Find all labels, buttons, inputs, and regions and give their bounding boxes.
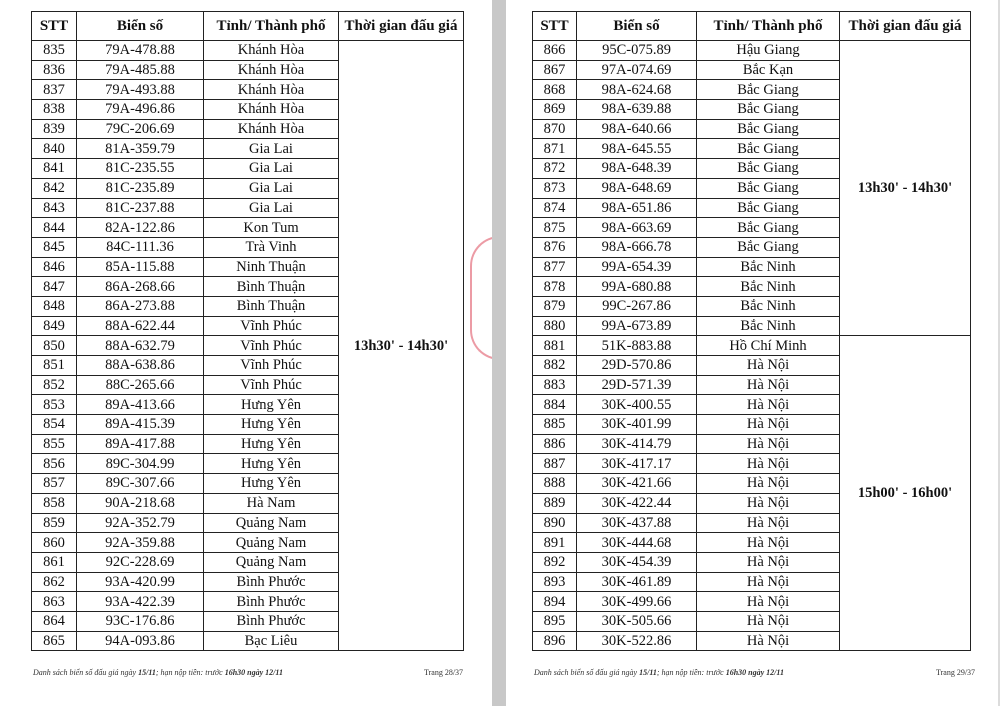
table-row — [533, 336, 971, 356]
table-row — [533, 41, 971, 61]
row-province: Bắc Kạn — [697, 60, 840, 80]
row-plate: 98A-651.86 — [577, 198, 697, 218]
row-plate: 92A-352.79 — [77, 513, 204, 533]
row-province: Hà Nội — [697, 395, 840, 415]
row-plate: 30K-414.79 — [577, 434, 697, 454]
row-province: Vĩnh Phúc — [204, 375, 339, 395]
row-province: Bình Phước — [204, 572, 339, 592]
row-plate: 98A-624.68 — [577, 80, 697, 100]
row-stt: 839 — [32, 119, 77, 139]
row-province: Hà Nội — [697, 434, 840, 454]
row-stt: 844 — [32, 218, 77, 238]
row-stt: 869 — [533, 100, 577, 120]
row-stt: 879 — [533, 296, 577, 316]
row-stt: 888 — [533, 474, 577, 494]
row-province: Bạc Liêu — [204, 631, 339, 651]
row-plate: 99A-673.89 — [577, 316, 697, 336]
row-plate: 99A-680.88 — [577, 277, 697, 297]
row-stt: 853 — [32, 395, 77, 415]
row-plate: 97A-074.69 — [577, 60, 697, 80]
row-stt: 838 — [32, 100, 77, 120]
row-province: Bắc Giang — [697, 218, 840, 238]
row-stt: 878 — [533, 277, 577, 297]
row-plate: 30K-417.17 — [577, 454, 697, 474]
row-plate: 30K-400.55 — [577, 395, 697, 415]
page-left — [0, 0, 492, 706]
row-province: Hồ Chí Minh — [697, 336, 840, 356]
header-province: Tỉnh/ Thành phố — [697, 12, 840, 41]
row-province: Hà Nội — [697, 631, 840, 651]
row-province: Bắc Giang — [697, 119, 840, 139]
row-stt: 835 — [32, 41, 77, 61]
auction-time-slot: 13h30' - 14h30' — [840, 41, 971, 336]
plate-table-left — [31, 11, 464, 651]
table-row — [32, 41, 464, 61]
row-province: Hà Nội — [697, 474, 840, 494]
row-plate: 81C-235.55 — [77, 159, 204, 179]
row-province: Hà Nội — [697, 592, 840, 612]
footer-date: 15/11 — [138, 668, 156, 677]
row-stt: 860 — [32, 533, 77, 553]
table-header — [533, 12, 971, 41]
row-stt: 846 — [32, 257, 77, 277]
row-plate: 93C-176.86 — [77, 611, 204, 631]
row-province: Ninh Thuận — [204, 257, 339, 277]
row-province: Bình Phước — [204, 611, 339, 631]
row-stt: 890 — [533, 513, 577, 533]
row-plate: 98A-639.88 — [577, 100, 697, 120]
row-stt: 880 — [533, 316, 577, 336]
row-province: Bắc Giang — [697, 237, 840, 257]
row-stt: 874 — [533, 198, 577, 218]
row-stt: 837 — [32, 80, 77, 100]
plate-table-right — [532, 11, 971, 651]
row-province: Bắc Giang — [697, 159, 840, 179]
page-right — [506, 0, 998, 706]
row-province: Hà Nội — [697, 552, 840, 572]
row-province: Bắc Giang — [697, 80, 840, 100]
row-plate: 30K-461.89 — [577, 572, 697, 592]
row-province: Hưng Yên — [204, 415, 339, 435]
row-province: Hà Nội — [697, 533, 840, 553]
row-plate: 99C-267.86 — [577, 296, 697, 316]
header-stt: STT — [533, 12, 577, 41]
row-plate: 88A-622.44 — [77, 316, 204, 336]
row-stt: 893 — [533, 572, 577, 592]
row-plate: 93A-420.99 — [77, 572, 204, 592]
row-province: Khánh Hòa — [204, 100, 339, 120]
page-gutter — [492, 0, 506, 706]
row-province: Bắc Giang — [697, 100, 840, 120]
row-province: Hà Nội — [697, 415, 840, 435]
row-province: Bắc Ninh — [697, 277, 840, 297]
row-plate: 30K-421.66 — [577, 474, 697, 494]
footer-note — [534, 668, 784, 677]
row-plate: 30K-422.44 — [577, 493, 697, 513]
row-stt: 896 — [533, 631, 577, 651]
row-province: Vĩnh Phúc — [204, 356, 339, 376]
row-stt: 892 — [533, 552, 577, 572]
row-province: Hưng Yên — [204, 474, 339, 494]
row-province: Hưng Yên — [204, 454, 339, 474]
row-province: Bình Thuận — [204, 277, 339, 297]
row-stt: 866 — [533, 41, 577, 61]
row-plate: 30K-401.99 — [577, 415, 697, 435]
row-plate: 98A-666.78 — [577, 237, 697, 257]
row-plate: 92C-228.69 — [77, 552, 204, 572]
header-stt: STT — [32, 12, 77, 41]
row-stt: 862 — [32, 572, 77, 592]
row-stt: 857 — [32, 474, 77, 494]
row-plate: 79A-478.88 — [77, 41, 204, 61]
row-province: Quảng Nam — [204, 533, 339, 553]
footer-deadline: 16h30 ngày 12/11 — [725, 668, 784, 677]
row-stt: 842 — [32, 178, 77, 198]
row-plate: 30K-505.66 — [577, 611, 697, 631]
row-province: Hà Nội — [697, 513, 840, 533]
row-plate: 79C-206.69 — [77, 119, 204, 139]
row-plate: 30K-522.86 — [577, 631, 697, 651]
row-plate: 98A-663.69 — [577, 218, 697, 238]
row-stt: 871 — [533, 139, 577, 159]
row-plate: 88A-632.79 — [77, 336, 204, 356]
row-stt: 849 — [32, 316, 77, 336]
row-plate: 95C-075.89 — [577, 41, 697, 61]
auction-time-slot: 13h30' - 14h30' — [339, 41, 464, 651]
row-province: Khánh Hòa — [204, 119, 339, 139]
row-stt: 881 — [533, 336, 577, 356]
row-stt: 859 — [32, 513, 77, 533]
row-stt: 868 — [533, 80, 577, 100]
row-plate: 98A-648.39 — [577, 159, 697, 179]
row-stt: 861 — [32, 552, 77, 572]
row-plate: 30K-454.39 — [577, 552, 697, 572]
row-plate: 93A-422.39 — [77, 592, 204, 612]
row-plate: 89A-413.66 — [77, 395, 204, 415]
row-stt: 889 — [533, 493, 577, 513]
row-province: Bắc Giang — [697, 198, 840, 218]
row-plate: 98A-645.55 — [577, 139, 697, 159]
row-province: Hà Nội — [697, 375, 840, 395]
row-plate: 98A-640.66 — [577, 119, 697, 139]
row-province: Kon Tum — [204, 218, 339, 238]
row-stt: 843 — [32, 198, 77, 218]
page-number: Trang 29/37 — [936, 668, 976, 677]
row-stt: 883 — [533, 375, 577, 395]
row-plate: 79A-485.88 — [77, 60, 204, 80]
row-plate: 89A-417.88 — [77, 434, 204, 454]
row-province: Hà Nội — [697, 611, 840, 631]
row-province: Hà Nội — [697, 493, 840, 513]
row-plate: 89C-307.66 — [77, 474, 204, 494]
row-stt: 852 — [32, 375, 77, 395]
row-province: Gia Lai — [204, 178, 339, 198]
row-plate: 98A-648.69 — [577, 178, 697, 198]
header-time: Thời gian đấu giá — [339, 12, 464, 41]
row-plate: 88C-265.66 — [77, 375, 204, 395]
row-province: Bắc Ninh — [697, 296, 840, 316]
row-plate: 30K-444.68 — [577, 533, 697, 553]
row-plate: 81A-359.79 — [77, 139, 204, 159]
row-stt: 886 — [533, 434, 577, 454]
row-stt: 864 — [32, 611, 77, 631]
row-stt: 856 — [32, 454, 77, 474]
row-plate: 90A-218.68 — [77, 493, 204, 513]
header-province: Tỉnh/ Thành phố — [204, 12, 339, 41]
auction-time-slot: 15h00' - 16h00' — [840, 336, 971, 651]
row-province: Hưng Yên — [204, 434, 339, 454]
row-plate: 94A-093.86 — [77, 631, 204, 651]
row-stt: 867 — [533, 60, 577, 80]
row-province: Hà Nội — [697, 454, 840, 474]
table-header — [32, 12, 464, 41]
row-plate: 84C-111.36 — [77, 237, 204, 257]
row-province: Gia Lai — [204, 159, 339, 179]
row-plate: 89A-415.39 — [77, 415, 204, 435]
row-plate: 51K-883.88 — [577, 336, 697, 356]
row-stt: 887 — [533, 454, 577, 474]
row-plate: 88A-638.86 — [77, 356, 204, 376]
row-province: Trà Vinh — [204, 237, 339, 257]
row-plate: 79A-496.86 — [77, 100, 204, 120]
row-province: Quảng Nam — [204, 552, 339, 572]
row-plate: 81C-235.89 — [77, 178, 204, 198]
footer-text: Danh sách biển số đấu giá ngày — [534, 668, 640, 677]
row-stt: 894 — [533, 592, 577, 612]
row-stt: 891 — [533, 533, 577, 553]
row-plate: 89C-304.99 — [77, 454, 204, 474]
row-stt: 847 — [32, 277, 77, 297]
row-stt: 850 — [32, 336, 77, 356]
row-stt: 858 — [32, 493, 77, 513]
row-province: Quảng Nam — [204, 513, 339, 533]
row-stt: 895 — [533, 611, 577, 631]
row-province: Bình Thuận — [204, 296, 339, 316]
header-plate: Biển số — [77, 12, 204, 41]
footer-deadline: 16h30 ngày 12/11 — [224, 668, 283, 677]
row-stt: 876 — [533, 237, 577, 257]
row-stt: 863 — [32, 592, 77, 612]
row-province: Hậu Giang — [697, 41, 840, 61]
row-stt: 855 — [32, 434, 77, 454]
row-plate: 86A-268.66 — [77, 277, 204, 297]
row-stt: 836 — [32, 60, 77, 80]
row-province: Bắc Ninh — [697, 257, 840, 277]
row-province: Hà Nội — [697, 356, 840, 376]
row-plate: 92A-359.88 — [77, 533, 204, 553]
row-plate: 30K-437.88 — [577, 513, 697, 533]
row-stt: 851 — [32, 356, 77, 376]
row-province: Hà Nam — [204, 493, 339, 513]
row-stt: 885 — [533, 415, 577, 435]
row-province: Vĩnh Phúc — [204, 316, 339, 336]
footer-note — [33, 668, 283, 677]
row-stt: 873 — [533, 178, 577, 198]
row-stt: 875 — [533, 218, 577, 238]
row-province: Hưng Yên — [204, 395, 339, 415]
row-province: Bắc Giang — [697, 139, 840, 159]
row-stt: 882 — [533, 356, 577, 376]
row-province: Bắc Ninh — [697, 316, 840, 336]
row-province: Khánh Hòa — [204, 60, 339, 80]
row-plate: 29D-570.86 — [577, 356, 697, 376]
row-province: Gia Lai — [204, 139, 339, 159]
row-stt: 877 — [533, 257, 577, 277]
row-plate: 86A-273.88 — [77, 296, 204, 316]
row-plate: 81C-237.88 — [77, 198, 204, 218]
row-stt: 872 — [533, 159, 577, 179]
row-stt: 841 — [32, 159, 77, 179]
row-province: Khánh Hòa — [204, 41, 339, 61]
footer-mid: ; hạn nộp tiền: trước — [656, 668, 726, 677]
header-time: Thời gian đấu giá — [840, 12, 971, 41]
row-stt: 840 — [32, 139, 77, 159]
row-province: Bắc Giang — [697, 178, 840, 198]
row-stt: 848 — [32, 296, 77, 316]
row-plate: 30K-499.66 — [577, 592, 697, 612]
footer-mid: ; hạn nộp tiền: trước — [155, 668, 225, 677]
row-province: Khánh Hòa — [204, 80, 339, 100]
row-stt: 854 — [32, 415, 77, 435]
row-plate: 79A-493.88 — [77, 80, 204, 100]
row-province: Vĩnh Phúc — [204, 336, 339, 356]
row-plate: 29D-571.39 — [577, 375, 697, 395]
row-stt: 865 — [32, 631, 77, 651]
row-province: Bình Phước — [204, 592, 339, 612]
row-province: Gia Lai — [204, 198, 339, 218]
row-province: Hà Nội — [697, 572, 840, 592]
row-plate: 99A-654.39 — [577, 257, 697, 277]
footer-date: 15/11 — [639, 668, 657, 677]
header-plate: Biển số — [577, 12, 697, 41]
row-stt: 884 — [533, 395, 577, 415]
page-number: Trang 28/37 — [424, 668, 464, 677]
row-plate: 82A-122.86 — [77, 218, 204, 238]
row-plate: 85A-115.88 — [77, 257, 204, 277]
footer-text: Danh sách biển số đấu giá ngày — [33, 668, 139, 677]
row-stt: 870 — [533, 119, 577, 139]
row-stt: 845 — [32, 237, 77, 257]
